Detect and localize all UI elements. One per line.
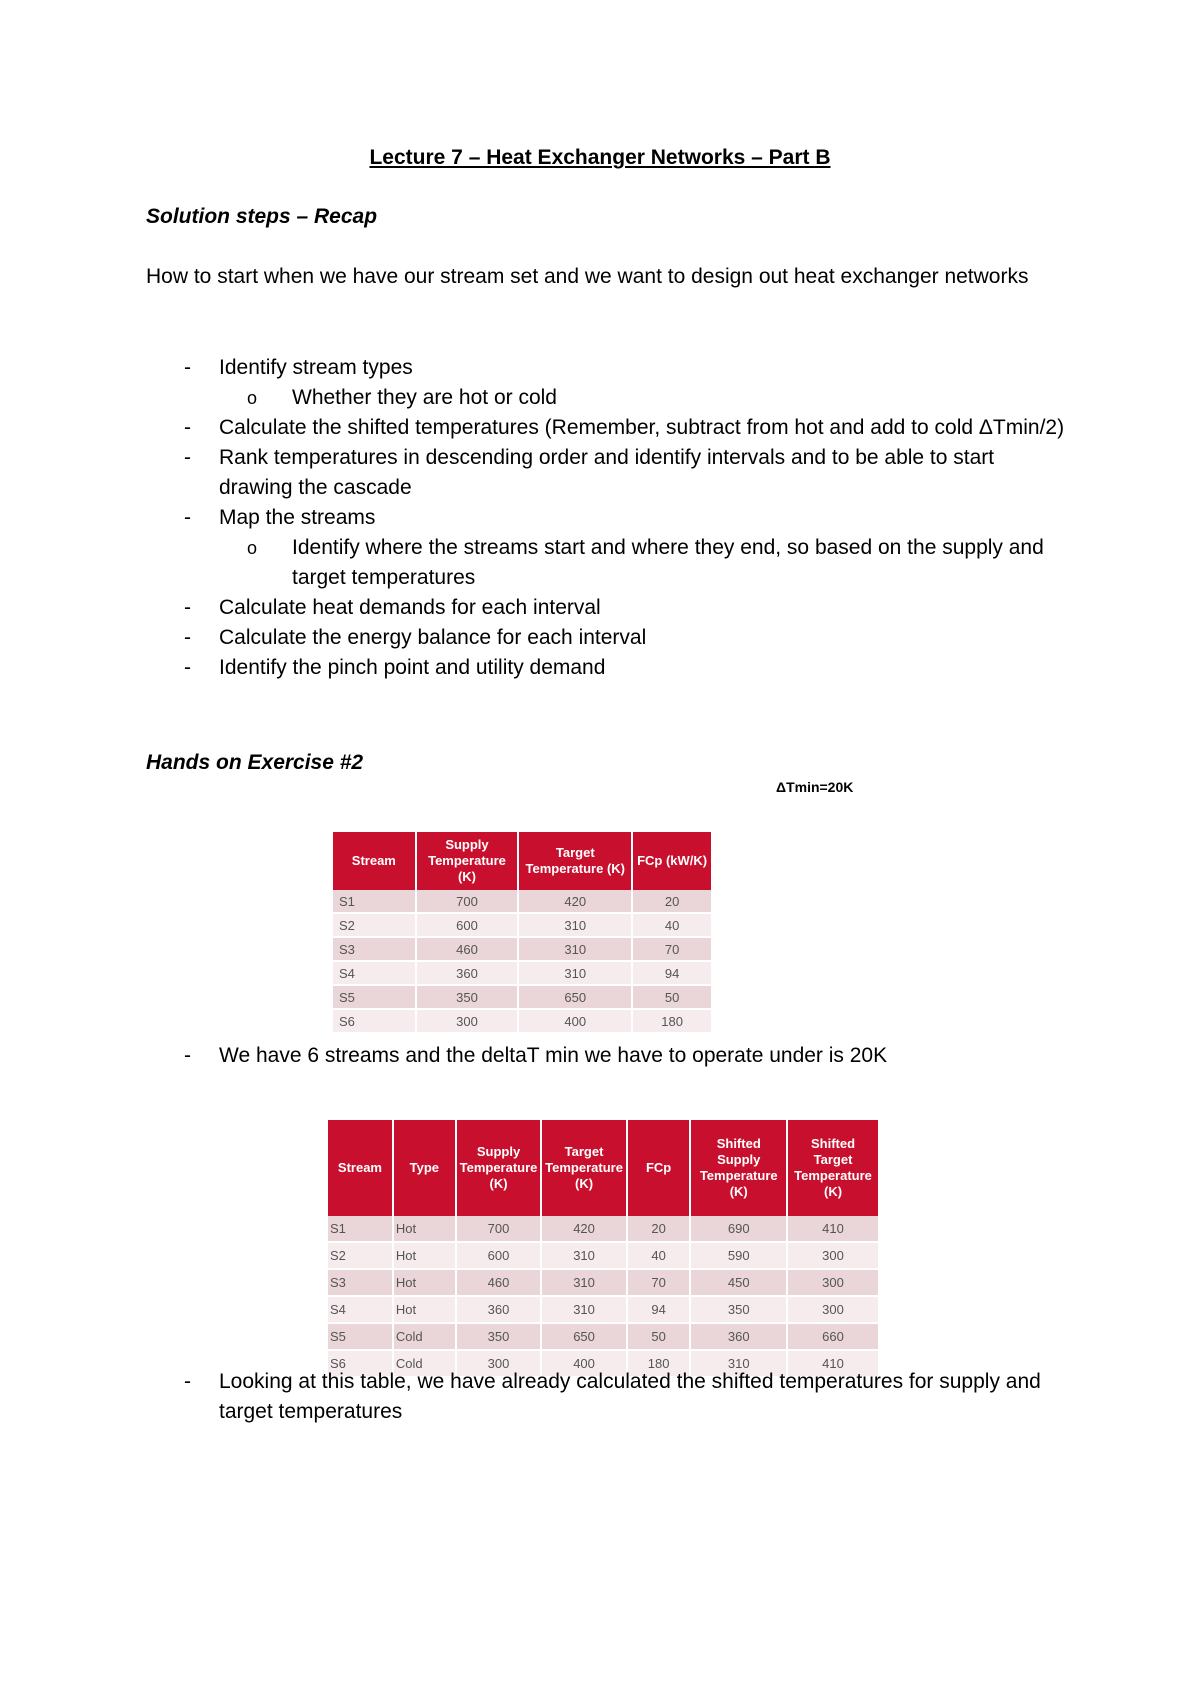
table-header-row bbox=[333, 832, 711, 890]
list-item: - We have 6 streams and the deltaT min we have to operate under is 20K bbox=[184, 1044, 888, 1067]
table-row: S1 Hot 700 420 20 690 410 bbox=[328, 1216, 878, 1242]
intro-paragraph: How to start when we have our stream set and we want to design out heat exchanger networks bbox=[146, 265, 1029, 288]
table-row: S2 600 310 40 bbox=[333, 913, 711, 937]
section-heading-recap: Solution steps – Recap bbox=[146, 205, 378, 228]
table-row: S4 Hot 360 310 94 350 300 bbox=[328, 1296, 878, 1323]
list-item: - Calculate heat demands for each interval bbox=[184, 596, 601, 619]
table-row: S5 Cold 350 650 50 360 660 bbox=[328, 1323, 878, 1350]
table-header-cell: Supply Temperature (K) bbox=[416, 832, 519, 890]
table-header-cell: Type bbox=[393, 1120, 456, 1216]
table-row: S4 360 310 94 bbox=[333, 961, 711, 985]
table-header-cell: Stream bbox=[328, 1120, 393, 1216]
table-header-cell: Shifted Supply Temperature (K) bbox=[690, 1120, 787, 1216]
steps-list bbox=[146, 353, 1066, 683]
table-header-cell: Supply Temperature (K) bbox=[456, 1120, 542, 1216]
table-row: S1 700 420 20 bbox=[333, 890, 711, 913]
table-row: S5 350 650 50 bbox=[333, 985, 711, 1009]
list-item: - Looking at this table, we have already calculated the shifted temperatures for supply and target temperatures bbox=[184, 1370, 1041, 1423]
table-row: S2 Hot 600 310 40 590 300 bbox=[328, 1242, 878, 1269]
table-row: S6 Cold 300 400 180 310 410 bbox=[328, 1350, 878, 1377]
list-item: - Identify stream types bbox=[184, 356, 413, 379]
page-title: Lecture 7 – Heat Exchanger Networks – Part B bbox=[369, 146, 831, 169]
table-header-cell: Stream bbox=[333, 832, 416, 890]
list-item: - Identify the pinch point and utility demand bbox=[184, 656, 606, 679]
table-row: S6 300 400 180 bbox=[333, 1009, 711, 1033]
table-header-cell: Target Temperature (K) bbox=[541, 1120, 627, 1216]
table-header-cell: Shifted Target Temperature (K) bbox=[787, 1120, 878, 1216]
table-header-cell: Target Temperature (K) bbox=[518, 832, 632, 890]
stream-data-table bbox=[333, 832, 711, 1034]
table-header-cell: FCp bbox=[627, 1120, 691, 1216]
note-list-2 bbox=[146, 1367, 1066, 1427]
list-item: - Map the streams bbox=[184, 506, 376, 529]
section-heading-exercise: Hands on Exercise #2 bbox=[146, 751, 364, 774]
table-header-row bbox=[328, 1120, 878, 1216]
note-list-1 bbox=[146, 1041, 1066, 1071]
table-row: S3 Hot 460 310 70 450 300 bbox=[328, 1269, 878, 1296]
list-item: - Calculate the energy balance for each interval bbox=[184, 626, 647, 649]
shifted-temperature-table bbox=[328, 1120, 878, 1378]
table-header-cell: FCp (kW/K) bbox=[632, 832, 711, 890]
list-item-sub: o Whether they are hot or cold bbox=[247, 386, 557, 409]
list-item: - Rank temperatures in descending order and identify intervals and to be able to start drawing the cascade bbox=[184, 446, 995, 499]
list-item-sub: o Identify where the streams start and where they end, so based on the supply and target temperatures bbox=[247, 536, 1044, 589]
list-item: - Calculate the shifted temperatures (Remember, subtract from hot and add to cold ΔTmin/2) bbox=[184, 416, 1065, 439]
tmin-label: ΔTmin=20K bbox=[776, 779, 854, 795]
table-row: S3 460 310 70 bbox=[333, 937, 711, 961]
